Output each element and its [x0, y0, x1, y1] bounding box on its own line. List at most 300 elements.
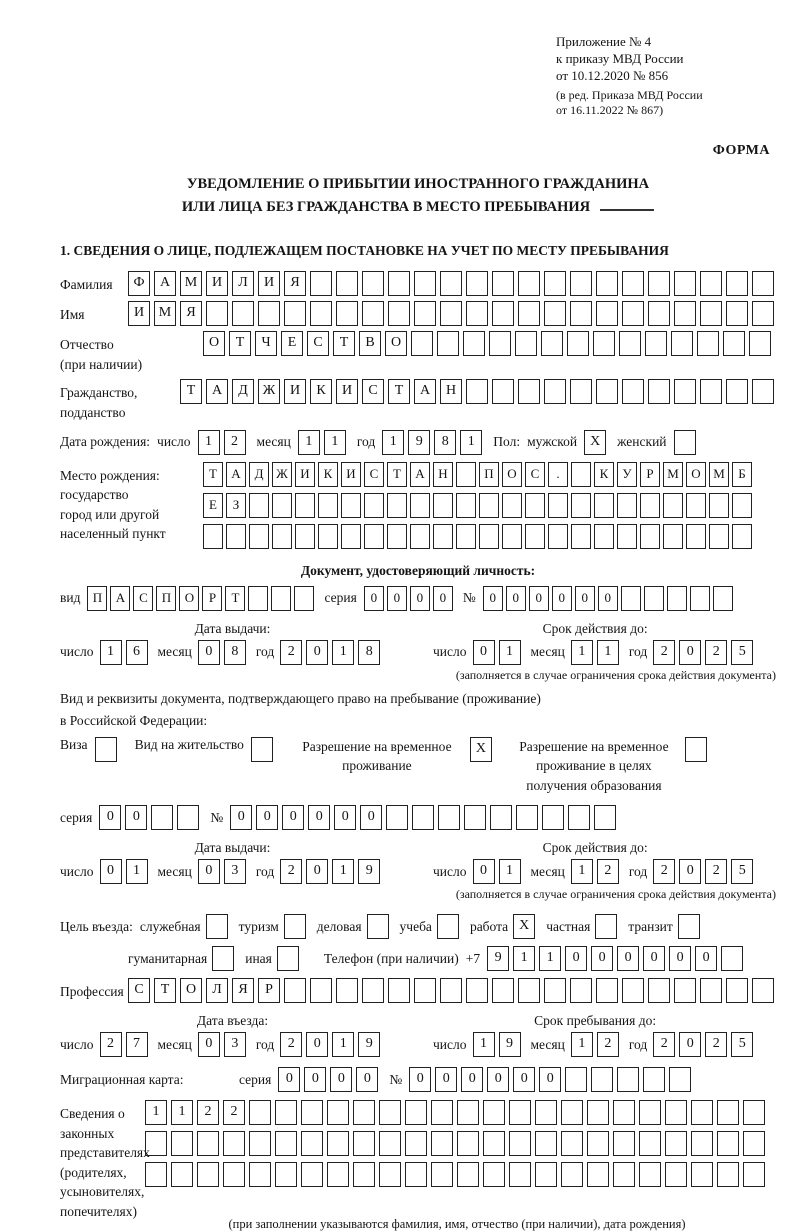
form-cell[interactable]: 1: [513, 946, 535, 971]
form-cell[interactable]: X: [513, 914, 535, 939]
form-cell[interactable]: [544, 301, 566, 326]
form-cell[interactable]: [249, 1162, 271, 1187]
form-cell[interactable]: .: [548, 462, 568, 487]
form-cell[interactable]: Т: [203, 462, 223, 487]
form-cell[interactable]: А: [154, 271, 176, 296]
form-cell[interactable]: [379, 1131, 401, 1156]
form-cell[interactable]: [206, 301, 228, 326]
form-cell[interactable]: [223, 1131, 245, 1156]
form-cell[interactable]: Я: [284, 271, 306, 296]
form-cell[interactable]: [388, 271, 410, 296]
form-cell[interactable]: 0: [330, 1067, 352, 1092]
form-cell[interactable]: У: [617, 462, 637, 487]
form-cell[interactable]: [596, 978, 618, 1003]
form-cell[interactable]: И: [258, 271, 280, 296]
birth-month-field[interactable]: [298, 430, 350, 455]
form-cell[interactable]: 5: [731, 1032, 753, 1057]
form-cell[interactable]: Д: [232, 379, 254, 404]
form-cell[interactable]: [353, 1162, 375, 1187]
form-cell[interactable]: [272, 493, 292, 518]
form-cell[interactable]: [362, 271, 384, 296]
form-cell[interactable]: 2: [653, 640, 675, 665]
form-cell[interactable]: [518, 301, 540, 326]
form-cell[interactable]: [284, 301, 306, 326]
form-cell[interactable]: [709, 524, 729, 549]
form-cell[interactable]: 1: [332, 859, 354, 884]
form-cell[interactable]: 0: [308, 805, 330, 830]
form-cell[interactable]: [674, 379, 696, 404]
purpose-transit-checkbox[interactable]: [678, 914, 704, 939]
form-cell[interactable]: 0: [643, 946, 665, 971]
form-cell[interactable]: И: [336, 379, 358, 404]
form-cell[interactable]: [456, 524, 476, 549]
form-cell[interactable]: 0: [100, 859, 122, 884]
form-cell[interactable]: [571, 493, 591, 518]
form-cell[interactable]: 0: [679, 640, 701, 665]
form-cell[interactable]: 0: [473, 859, 495, 884]
form-cell[interactable]: М: [709, 462, 729, 487]
form-cell[interactable]: [700, 271, 722, 296]
form-cell[interactable]: [732, 493, 752, 518]
doc-valid-year-field[interactable]: [653, 640, 757, 665]
form-cell[interactable]: [518, 271, 540, 296]
form-cell[interactable]: [665, 1100, 687, 1125]
doc-kind-field[interactable]: [87, 586, 317, 611]
form-cell[interactable]: 0: [125, 805, 147, 830]
form-cell[interactable]: [515, 331, 537, 356]
form-cell[interactable]: [518, 978, 540, 1003]
form-cell[interactable]: [95, 737, 117, 762]
form-cell[interactable]: [483, 1100, 505, 1125]
form-cell[interactable]: [568, 805, 590, 830]
form-cell[interactable]: [561, 1131, 583, 1156]
form-cell[interactable]: [713, 586, 733, 611]
form-cell[interactable]: [248, 586, 268, 611]
form-cell[interactable]: 1: [571, 640, 593, 665]
birth-day-field[interactable]: [198, 430, 250, 455]
form-cell[interactable]: [700, 301, 722, 326]
form-cell[interactable]: 0: [695, 946, 717, 971]
form-cell[interactable]: [284, 978, 306, 1003]
form-cell[interactable]: [593, 331, 615, 356]
form-cell[interactable]: [648, 379, 670, 404]
form-cell[interactable]: 2: [280, 859, 302, 884]
form-cell[interactable]: [284, 914, 306, 939]
form-cell[interactable]: [411, 331, 433, 356]
form-cell[interactable]: 0: [360, 805, 382, 830]
form-cell[interactable]: [596, 271, 618, 296]
form-cell[interactable]: [414, 301, 436, 326]
form-cell[interactable]: 0: [387, 586, 407, 611]
form-cell[interactable]: [440, 301, 462, 326]
form-cell[interactable]: [232, 301, 254, 326]
form-cell[interactable]: 1: [324, 430, 346, 455]
form-cell[interactable]: [518, 379, 540, 404]
form-cell[interactable]: 1: [473, 1032, 495, 1057]
form-cell[interactable]: [645, 331, 667, 356]
form-cell[interactable]: 0: [306, 640, 328, 665]
form-cell[interactable]: [752, 271, 774, 296]
form-cell[interactable]: [743, 1100, 765, 1125]
form-cell[interactable]: [249, 1131, 271, 1156]
gender-female-checkbox[interactable]: [674, 430, 700, 455]
form-cell[interactable]: Д: [249, 462, 269, 487]
form-cell[interactable]: [412, 805, 434, 830]
form-cell[interactable]: [212, 946, 234, 971]
gender-male-checkbox[interactable]: [584, 430, 610, 455]
form-cell[interactable]: П: [156, 586, 176, 611]
form-cell[interactable]: [171, 1162, 193, 1187]
form-cell[interactable]: [433, 493, 453, 518]
form-cell[interactable]: [249, 524, 269, 549]
form-cell[interactable]: [405, 1131, 427, 1156]
form-cell[interactable]: [327, 1100, 349, 1125]
form-cell[interactable]: М: [154, 301, 176, 326]
form-cell[interactable]: [674, 978, 696, 1003]
form-cell[interactable]: [743, 1162, 765, 1187]
form-cell[interactable]: Л: [232, 271, 254, 296]
form-cell[interactable]: [466, 978, 488, 1003]
form-cell[interactable]: [587, 1131, 609, 1156]
form-cell[interactable]: [726, 271, 748, 296]
form-cell[interactable]: [272, 524, 292, 549]
form-cell[interactable]: [431, 1131, 453, 1156]
form-cell[interactable]: [571, 462, 591, 487]
form-cell[interactable]: 2: [597, 859, 619, 884]
form-cell[interactable]: Я: [180, 301, 202, 326]
form-cell[interactable]: Т: [333, 331, 355, 356]
form-cell[interactable]: 0: [364, 586, 384, 611]
form-cell[interactable]: [456, 493, 476, 518]
form-cell[interactable]: Б: [732, 462, 752, 487]
form-cell[interactable]: [596, 301, 618, 326]
form-cell[interactable]: 2: [197, 1100, 219, 1125]
form-cell[interactable]: [594, 493, 614, 518]
form-cell[interactable]: Е: [281, 331, 303, 356]
form-cell[interactable]: [535, 1162, 557, 1187]
form-cell[interactable]: 1: [382, 430, 404, 455]
form-cell[interactable]: [414, 271, 436, 296]
form-cell[interactable]: [197, 1162, 219, 1187]
form-cell[interactable]: [594, 524, 614, 549]
doc-valid-day-field[interactable]: [473, 640, 525, 665]
form-cell[interactable]: [674, 271, 696, 296]
form-cell[interactable]: [438, 805, 460, 830]
form-cell[interactable]: Т: [154, 978, 176, 1003]
stay-day-field[interactable]: [473, 1032, 525, 1057]
form-cell[interactable]: Н: [433, 462, 453, 487]
stay-year-field[interactable]: [653, 1032, 757, 1057]
form-cell[interactable]: К: [318, 462, 338, 487]
form-cell[interactable]: 0: [256, 805, 278, 830]
residence-issue-year-field[interactable]: [280, 859, 384, 884]
form-cell[interactable]: [336, 301, 358, 326]
form-cell[interactable]: Я: [232, 978, 254, 1003]
form-cell[interactable]: [613, 1162, 635, 1187]
form-cell[interactable]: [663, 524, 683, 549]
form-cell[interactable]: Т: [388, 379, 410, 404]
form-cell[interactable]: [674, 301, 696, 326]
form-cell[interactable]: С: [128, 978, 150, 1003]
residence-permit-checkbox[interactable]: [251, 737, 277, 762]
form-cell[interactable]: [697, 331, 719, 356]
purpose-tourism-checkbox[interactable]: [284, 914, 310, 939]
form-cell[interactable]: 2: [224, 430, 246, 455]
form-cell[interactable]: 1: [332, 1032, 354, 1057]
form-cell[interactable]: [301, 1162, 323, 1187]
form-cell[interactable]: [700, 978, 722, 1003]
form-cell[interactable]: 2: [705, 859, 727, 884]
form-cell[interactable]: 0: [669, 946, 691, 971]
form-cell[interactable]: [318, 493, 338, 518]
doc-issue-year-field[interactable]: [280, 640, 384, 665]
form-cell[interactable]: [723, 331, 745, 356]
form-cell[interactable]: [648, 271, 670, 296]
form-cell[interactable]: О: [686, 462, 706, 487]
form-cell[interactable]: [535, 1100, 557, 1125]
form-cell[interactable]: [295, 493, 315, 518]
form-cell[interactable]: [648, 978, 670, 1003]
form-cell[interactable]: С: [307, 331, 329, 356]
form-cell[interactable]: [310, 978, 332, 1003]
migration-series-field[interactable]: [278, 1067, 382, 1092]
form-cell[interactable]: [457, 1131, 479, 1156]
form-cell[interactable]: [752, 978, 774, 1003]
form-cell[interactable]: 1: [499, 859, 521, 884]
form-cell[interactable]: [691, 1100, 713, 1125]
form-cell[interactable]: [431, 1162, 453, 1187]
form-cell[interactable]: 3: [224, 1032, 246, 1057]
form-cell[interactable]: 0: [679, 859, 701, 884]
form-cell[interactable]: 2: [705, 640, 727, 665]
form-cell[interactable]: 0: [306, 859, 328, 884]
form-cell[interactable]: 8: [224, 640, 246, 665]
form-cell[interactable]: П: [479, 462, 499, 487]
residence-valid-month-field[interactable]: [571, 859, 623, 884]
form-cell[interactable]: [466, 301, 488, 326]
form-cell[interactable]: [587, 1100, 609, 1125]
form-cell[interactable]: [525, 493, 545, 518]
form-cell[interactable]: И: [284, 379, 306, 404]
form-cell[interactable]: [587, 1162, 609, 1187]
form-cell[interactable]: 8: [434, 430, 456, 455]
purpose-humanitarian-checkbox[interactable]: [212, 946, 238, 971]
form-cell[interactable]: 9: [487, 946, 509, 971]
form-cell[interactable]: 0: [410, 586, 430, 611]
form-cell[interactable]: [542, 805, 564, 830]
form-cell[interactable]: [665, 1131, 687, 1156]
form-cell[interactable]: [640, 493, 660, 518]
form-cell[interactable]: [387, 493, 407, 518]
form-cell[interactable]: [644, 586, 664, 611]
representatives-field-row-3[interactable]: [145, 1162, 769, 1187]
form-cell[interactable]: М: [180, 271, 202, 296]
profession-field[interactable]: [128, 978, 778, 1003]
form-cell[interactable]: [674, 430, 696, 455]
form-cell[interactable]: [565, 1067, 587, 1092]
form-cell[interactable]: [591, 1067, 613, 1092]
form-cell[interactable]: [456, 462, 476, 487]
form-cell[interactable]: 0: [598, 586, 618, 611]
purpose-work-checkbox[interactable]: [513, 914, 539, 939]
form-cell[interactable]: 0: [506, 586, 526, 611]
form-cell[interactable]: 0: [306, 1032, 328, 1057]
stay-month-field[interactable]: [571, 1032, 623, 1057]
form-cell[interactable]: О: [385, 331, 407, 356]
form-cell[interactable]: [364, 524, 384, 549]
form-cell[interactable]: 2: [653, 1032, 675, 1057]
form-cell[interactable]: [617, 1067, 639, 1092]
form-cell[interactable]: М: [663, 462, 683, 487]
form-cell[interactable]: [301, 1100, 323, 1125]
form-cell[interactable]: Ж: [258, 379, 280, 404]
form-cell[interactable]: [567, 331, 589, 356]
form-cell[interactable]: Н: [440, 379, 462, 404]
form-cell[interactable]: [594, 805, 616, 830]
temp-permit-checkbox[interactable]: [470, 737, 496, 762]
form-cell[interactable]: 0: [278, 1067, 300, 1092]
form-cell[interactable]: Т: [229, 331, 251, 356]
form-cell[interactable]: [275, 1100, 297, 1125]
form-cell[interactable]: [643, 1067, 665, 1092]
form-cell[interactable]: [570, 271, 592, 296]
form-cell[interactable]: [405, 1162, 427, 1187]
form-cell[interactable]: [464, 805, 486, 830]
form-cell[interactable]: 6: [126, 640, 148, 665]
form-cell[interactable]: [431, 1100, 453, 1125]
patronymic-field[interactable]: [203, 331, 775, 356]
form-cell[interactable]: [749, 331, 771, 356]
form-cell[interactable]: 1: [460, 430, 482, 455]
form-cell[interactable]: [619, 331, 641, 356]
entry-month-field[interactable]: [198, 1032, 250, 1057]
form-cell[interactable]: [690, 586, 710, 611]
form-cell[interactable]: С: [362, 379, 384, 404]
form-cell[interactable]: [621, 586, 641, 611]
form-cell[interactable]: 2: [100, 1032, 122, 1057]
form-cell[interactable]: [251, 737, 273, 762]
form-cell[interactable]: X: [470, 737, 492, 762]
residence-number-field[interactable]: [230, 805, 620, 830]
form-cell[interactable]: [388, 978, 410, 1003]
form-cell[interactable]: [640, 524, 660, 549]
form-cell[interactable]: [353, 1131, 375, 1156]
form-cell[interactable]: И: [206, 271, 228, 296]
form-cell[interactable]: 2: [223, 1100, 245, 1125]
form-cell[interactable]: Т: [180, 379, 202, 404]
form-cell[interactable]: С: [525, 462, 545, 487]
form-cell[interactable]: 9: [499, 1032, 521, 1057]
form-cell[interactable]: [226, 524, 246, 549]
form-cell[interactable]: 1: [571, 859, 593, 884]
form-cell[interactable]: [197, 1131, 219, 1156]
form-cell[interactable]: 0: [487, 1067, 509, 1092]
form-cell[interactable]: 3: [224, 859, 246, 884]
form-cell[interactable]: [492, 271, 514, 296]
form-cell[interactable]: К: [594, 462, 614, 487]
firstname-field[interactable]: [128, 301, 778, 326]
form-cell[interactable]: 0: [356, 1067, 378, 1092]
purpose-other-checkbox[interactable]: [277, 946, 303, 971]
form-cell[interactable]: X: [584, 430, 606, 455]
form-cell[interactable]: [367, 914, 389, 939]
form-cell[interactable]: [732, 524, 752, 549]
form-cell[interactable]: [405, 1100, 427, 1125]
form-cell[interactable]: [648, 301, 670, 326]
form-cell[interactable]: 0: [99, 805, 121, 830]
form-cell[interactable]: [516, 805, 538, 830]
form-cell[interactable]: [440, 271, 462, 296]
form-cell[interactable]: [489, 331, 511, 356]
form-cell[interactable]: 1: [198, 430, 220, 455]
form-cell[interactable]: [669, 1067, 691, 1092]
form-cell[interactable]: 0: [461, 1067, 483, 1092]
form-cell[interactable]: А: [414, 379, 436, 404]
form-cell[interactable]: [275, 1131, 297, 1156]
form-cell[interactable]: 1: [126, 859, 148, 884]
form-cell[interactable]: [596, 379, 618, 404]
form-cell[interactable]: А: [410, 462, 430, 487]
form-cell[interactable]: Е: [203, 493, 223, 518]
form-cell[interactable]: [387, 524, 407, 549]
form-cell[interactable]: В: [359, 331, 381, 356]
representatives-field-row-1[interactable]: [145, 1100, 769, 1125]
form-cell[interactable]: [548, 493, 568, 518]
form-cell[interactable]: [622, 379, 644, 404]
form-cell[interactable]: [379, 1162, 401, 1187]
form-cell[interactable]: 0: [198, 640, 220, 665]
form-cell[interactable]: 0: [575, 586, 595, 611]
form-cell[interactable]: 0: [435, 1067, 457, 1092]
form-cell[interactable]: [667, 586, 687, 611]
form-cell[interactable]: 0: [565, 946, 587, 971]
form-cell[interactable]: С: [364, 462, 384, 487]
form-cell[interactable]: И: [341, 462, 361, 487]
purpose-official-checkbox[interactable]: [206, 914, 232, 939]
form-cell[interactable]: [544, 271, 566, 296]
form-cell[interactable]: [544, 379, 566, 404]
form-cell[interactable]: 2: [705, 1032, 727, 1057]
form-cell[interactable]: [595, 914, 617, 939]
form-cell[interactable]: [570, 301, 592, 326]
form-cell[interactable]: [362, 301, 384, 326]
form-cell[interactable]: [525, 524, 545, 549]
form-cell[interactable]: [223, 1162, 245, 1187]
form-cell[interactable]: [362, 978, 384, 1003]
form-cell[interactable]: А: [226, 462, 246, 487]
form-cell[interactable]: [743, 1131, 765, 1156]
form-cell[interactable]: 0: [304, 1067, 326, 1092]
form-cell[interactable]: [145, 1131, 167, 1156]
residence-series-field[interactable]: [99, 805, 203, 830]
form-cell[interactable]: 8: [358, 640, 380, 665]
form-cell[interactable]: [151, 805, 173, 830]
form-cell[interactable]: [466, 271, 488, 296]
form-cell[interactable]: [752, 379, 774, 404]
form-cell[interactable]: [686, 524, 706, 549]
form-cell[interactable]: 1: [499, 640, 521, 665]
form-cell[interactable]: [483, 1162, 505, 1187]
form-cell[interactable]: [571, 524, 591, 549]
form-cell[interactable]: 0: [230, 805, 252, 830]
form-cell[interactable]: [310, 271, 332, 296]
birth-year-field[interactable]: [382, 430, 486, 455]
form-cell[interactable]: [639, 1162, 661, 1187]
form-cell[interactable]: [691, 1162, 713, 1187]
form-cell[interactable]: 2: [280, 1032, 302, 1057]
form-cell[interactable]: [364, 493, 384, 518]
form-cell[interactable]: [548, 524, 568, 549]
